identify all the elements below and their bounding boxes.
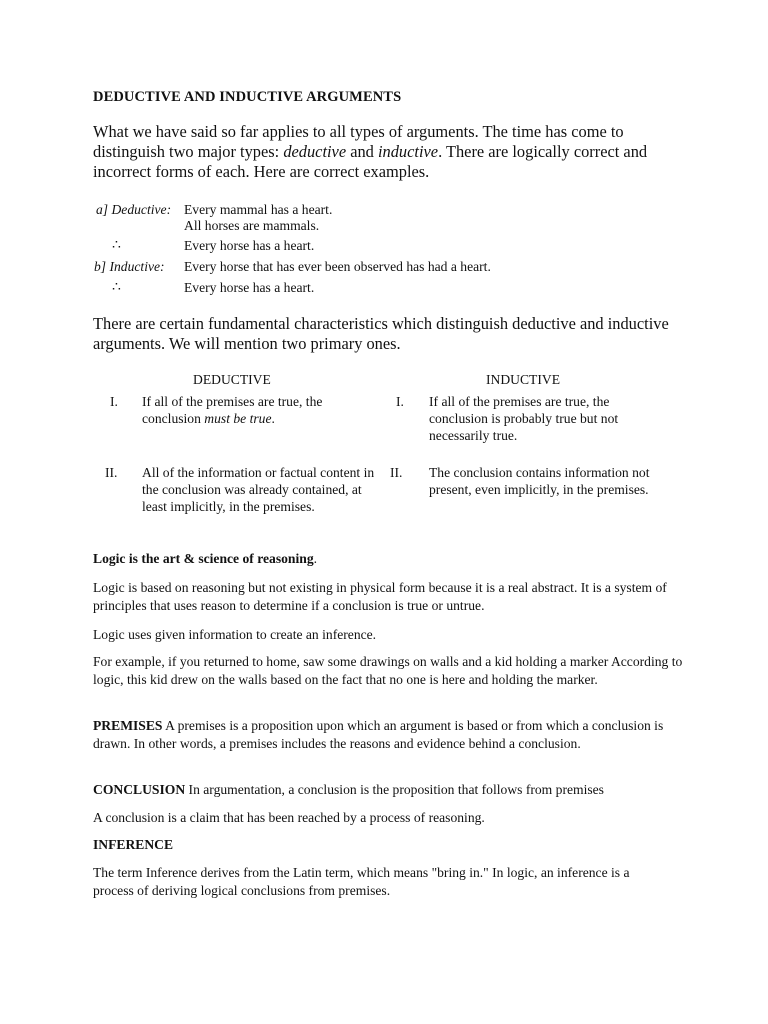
premises-term: PREMISES <box>93 718 163 733</box>
row-2-number-deductive: II. <box>105 465 118 480</box>
logic-definition-heading: Logic is the art & science of reasoning. <box>93 551 318 566</box>
row-1-number-inductive: I. <box>396 394 404 409</box>
intro-paragraph <box>93 122 693 182</box>
inference-paragraph: The term Inference derives from the Latin term, which means "bring in." In logic, an inference is a process of deriving logical conclusions from premises. <box>93 865 630 898</box>
example-a-conclusion: Every horse has a heart. <box>184 238 315 253</box>
example-b-conclusion: Every horse has a heart. <box>184 280 315 295</box>
example-b-label: b] Inductive: <box>94 259 165 274</box>
therefore-symbol: ∴ <box>112 238 121 253</box>
row-2-number-inductive: II. <box>390 465 403 480</box>
row-1-inductive-cell: If all of the premises are true, the conclusion is probably true but not necessarily true. <box>429 394 619 443</box>
row-2-deductive-cell: All of the information or factual content in the conclusion was already contained, at least implicitly, in the premises. <box>142 465 375 514</box>
example-a-label: a] Deductive: <box>96 202 172 217</box>
intro-text-2: . There are logically correct and incorrect forms of each. Here are correct examples. <box>93 142 648 181</box>
example-a-premise-2: All horses are mammals. <box>184 218 320 233</box>
example-paragraph: For example, if you returned to home, saw some drawings on walls and a kid holding a marker According to logic, this kid drew on the walls based on the fact that no one is here and holding the marker. <box>93 654 683 687</box>
document-heading: DEDUCTIVE AND INDUCTIVE ARGUMENTS <box>93 89 402 105</box>
logic-uses-paragraph: Logic uses given information to create an inference. <box>93 627 377 642</box>
column-header-inductive: INDUCTIVE <box>486 372 560 387</box>
intro-inductive: inductive <box>377 142 439 161</box>
row-1-deductive-cell: If all of the premises are true, the conclusion must be true. <box>142 394 323 426</box>
example-b-premise-1: Every horse that has ever been observed has had a heart. <box>184 259 491 274</box>
characteristics-paragraph: There are certain fundamental characteristics which distinguish deductive and inductive arguments. We will mention two primary ones. <box>93 314 669 353</box>
conclusion-paragraph: CONCLUSION In argumentation, a conclusion is the proposition that follows from premises <box>93 782 604 797</box>
intro-deductive: deductive <box>283 142 347 161</box>
therefore-symbol: ∴ <box>112 280 121 295</box>
conclusion-term: CONCLUSION <box>93 782 186 797</box>
row-1-number-deductive: I. <box>110 394 118 409</box>
inference-heading: INFERENCE <box>93 837 174 852</box>
premises-paragraph: PREMISES A premises is a proposition upon which an argument is based or from which a conclusion is drawn. In other words, a premises includes the reasons and evidence behind a conclusion. <box>93 718 664 751</box>
row-2-inductive-cell: The conclusion contains information not present, even implicitly, in the premises. <box>429 465 650 497</box>
example-a-premise-1: Every mammal has a heart. <box>184 202 333 217</box>
column-header-deductive: DEDUCTIVE <box>193 372 271 387</box>
logic-based-paragraph: Logic is based on reasoning but not existing in physical form because it is a real abstract. It is a system of principles that uses reason to determine if a conclusion is true or untrue. <box>93 580 667 613</box>
claim-paragraph: A conclusion is a claim that has been reached by a process of reasoning. <box>93 810 485 825</box>
intro-and: and <box>346 142 378 161</box>
intro-text-1: What we have said so far applies to all types of arguments. The time has come to distinguish two major types: <box>93 122 624 161</box>
